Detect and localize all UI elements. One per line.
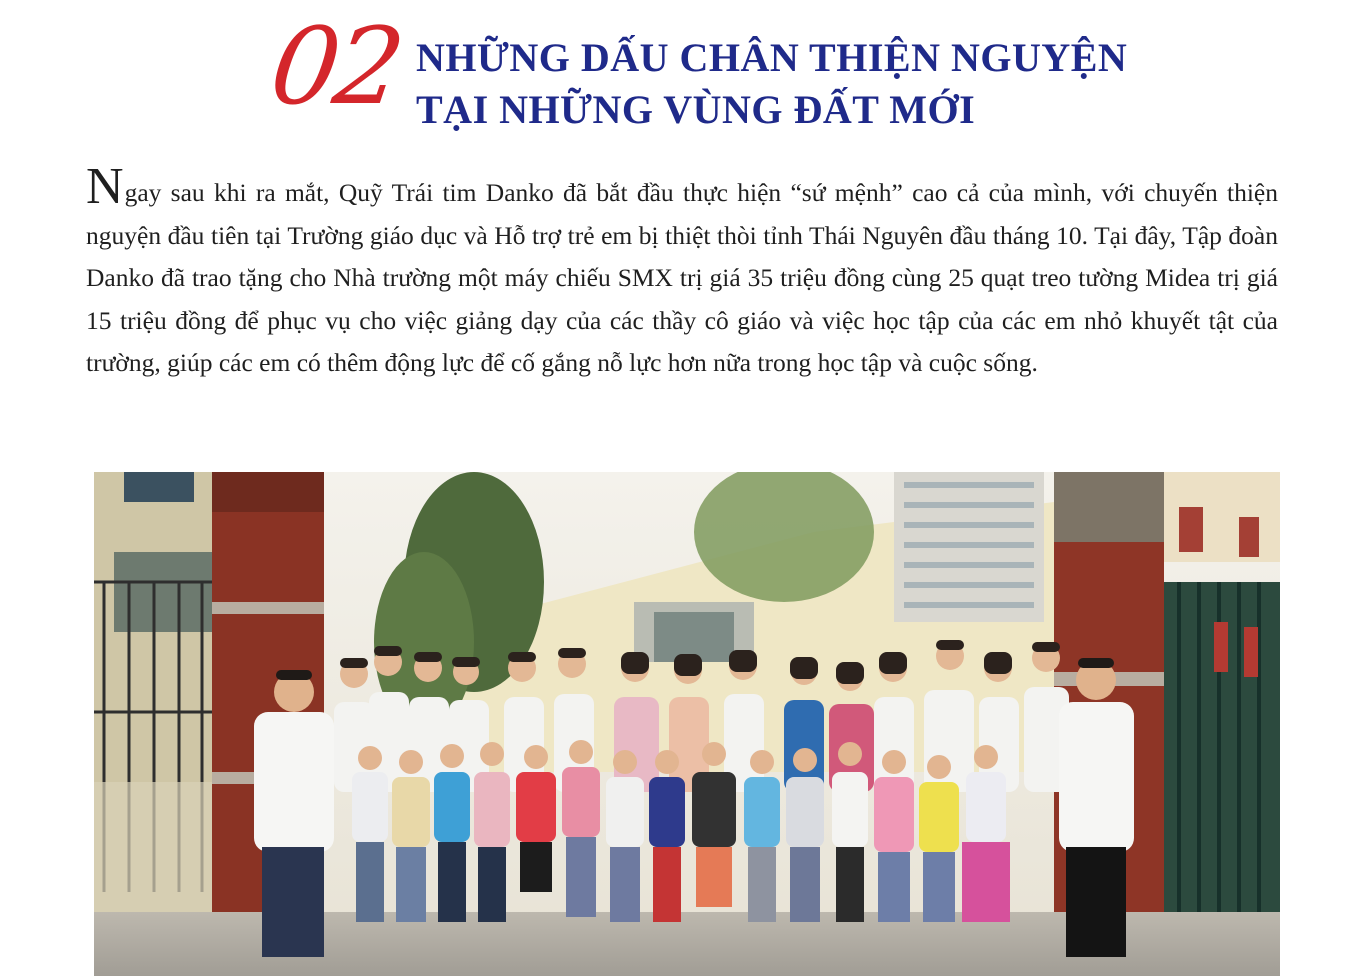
group-photo	[94, 472, 1280, 976]
paragraph-text: gay sau khi ra mắt, Quỹ Trái tim Danko đã bắt đầu thực hiện “sứ mệnh” cao cả của mình, với chuyến thiện nguyện đầu tiên tại Trường giáo dục và Hỗ trợ trẻ em bị thiệt thòi tỉnh Thái Nguyên đầu tháng 10. Tại đây, Tập đoàn Danko đã trao tặng cho Nhà trường một máy chiếu SMX trị giá 35 triệu đồng cùng 25 quạt treo tường Midea trị giá 15 triệu đồng để phục vụ cho việc giảng dạy của các thầy cô giáo và việc học tập của các em nhỏ khuyết tật của trường, giúp các em có thêm động lực để cố gắng nỗ lực hơn nữa trong học tập và cuộc sống.	[86, 178, 1278, 377]
section-title-line-2: TẠI NHỮNG VÙNG ĐẤT MỚI	[416, 87, 976, 132]
section-title	[416, 32, 1127, 136]
section-number: 02	[263, 5, 408, 128]
drop-cap: N	[86, 158, 124, 215]
body-paragraph	[86, 158, 1278, 385]
section-header	[0, 0, 1366, 150]
section-title-line-1: NHỮNG DẤU CHÂN THIỆN NGUYỆN	[416, 35, 1128, 80]
